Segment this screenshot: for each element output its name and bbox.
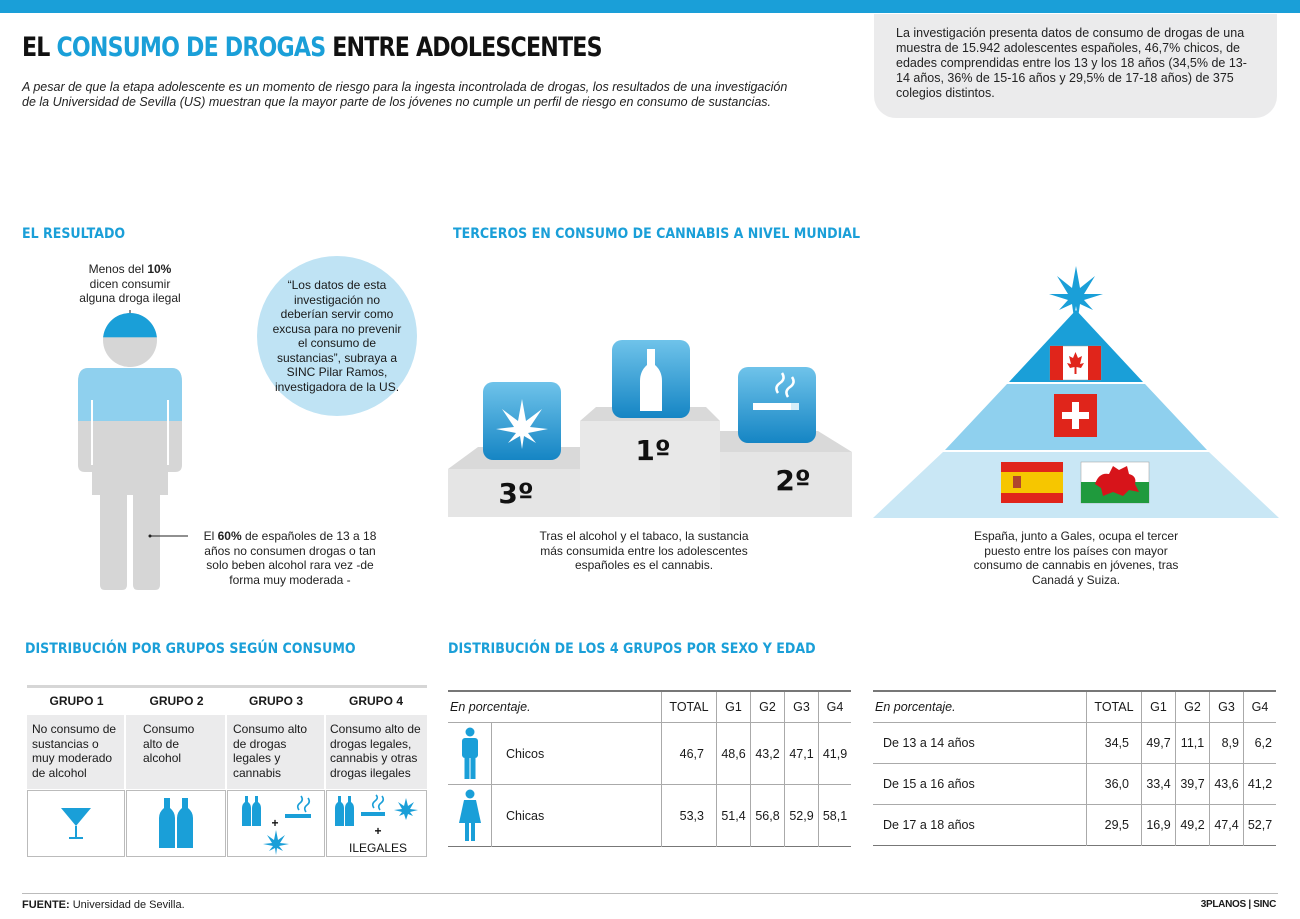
cell-total: 34,5 [1086, 723, 1141, 764]
person-shirt [78, 368, 182, 421]
cell-g3: 52,9 [784, 785, 818, 847]
group-2-desc: Consumo alto de alcohol [126, 715, 225, 789]
top-accent-bar [0, 0, 1300, 13]
illegal-drugs-label: ILEGALES [348, 841, 408, 855]
cell-g1: 33,4 [1141, 764, 1175, 805]
col-g2: G2 [750, 692, 784, 723]
podium-graphic [448, 335, 854, 520]
quote-text: “Los datos de esta investigación no deberían servir como excusa para no prevenir el consumo de sustancias”, subraya a SINC Pilar Ramos, investigadora de la US. [272, 278, 402, 394]
distribution-heading: DISTRIBUCIÓN DE LOS 4 GRUPOS POR SEXO Y EDAD [448, 641, 816, 657]
person-figure [70, 300, 190, 600]
cell-g1: 51,4 [716, 785, 750, 847]
group-1-name: GRUPO 1 [49, 694, 104, 708]
group-3-name: GRUPO 3 [248, 694, 303, 708]
table-row [873, 723, 1276, 764]
source-credit: FUENTE: Universidad de Sevilla. [22, 899, 185, 911]
cell-g3: 47,1 [784, 723, 818, 785]
switzerland-flag-icon [1054, 394, 1097, 437]
resultado-heading: EL RESULTADO [22, 226, 126, 242]
group-1-desc: No consumo de sustancias o muy moderado de alcohol [27, 715, 124, 789]
male-icon [448, 723, 492, 785]
group-4-plus: + [374, 824, 382, 838]
cell-g2: 11,1 [1175, 723, 1209, 764]
group-3-plus: + [271, 816, 279, 830]
cell-g2: 56,8 [750, 785, 784, 847]
third-place-label: 3º [498, 477, 534, 510]
pyramid-tier-bottom [873, 452, 1279, 518]
sex-table-header [448, 692, 851, 723]
col-total: TOTAL [661, 692, 716, 723]
cell-g4: 6,2 [1243, 723, 1276, 764]
cell-total: 53,3 [661, 785, 716, 847]
age-distribution-table [873, 690, 1276, 846]
cell-g3: 8,9 [1209, 723, 1243, 764]
age-table-header [873, 692, 1276, 723]
cell-g4: 58,1 [818, 785, 851, 847]
cell-total: 36,0 [1086, 764, 1141, 805]
cell-g2: 49,2 [1175, 805, 1209, 846]
table-row [448, 723, 851, 785]
row-label: Chicas [506, 808, 545, 823]
cell-g1: 49,7 [1141, 723, 1175, 764]
cell-g2: 43,2 [750, 723, 784, 785]
cell-g3: 47,4 [1209, 805, 1243, 846]
groups-heading: DISTRIBUCIÓN POR GRUPOS SEGÚN CONSUMO [25, 641, 356, 657]
brand-logo: 3PLANOS | SINC [1200, 899, 1276, 910]
pyramid-caption: España, junto a Gales, ocupa el tercer puesto entre los países con mayor consumo de cannabis en jóvenes, tras Canadá y Suiza. [973, 529, 1179, 587]
group-icons-row [27, 790, 427, 858]
cell-g4: 41,2 [1243, 764, 1276, 805]
col-g2: G2 [1175, 692, 1209, 723]
col-g1: G1 [1141, 692, 1175, 723]
group-3-desc: Consumo alto de drogas legales y cannabis [227, 715, 324, 789]
bottle-tile-icon [612, 340, 690, 418]
cell-total: 46,7 [661, 723, 716, 785]
cell-g4: 41,9 [818, 723, 851, 785]
cigarette-tile-icon [738, 367, 816, 443]
cell-total: 29,5 [1086, 805, 1141, 846]
head-illegal-share [100, 313, 160, 337]
group-2-name: GRUPO 2 [149, 694, 204, 708]
col-g1: G1 [716, 692, 750, 723]
page-subtitle: A pesar de que la etapa adolescente es un momento de riesgo para la ingesta incontrolada de drogas, los resultados de una investigación de la Universidad de Sevilla (US) muestran que la mayor parte de los jóvenes no cumple un perfil de riesgo en consumo de sustancias. [22, 80, 788, 109]
cannabis-tile-icon [483, 382, 561, 460]
cell-g2: 39,7 [1175, 764, 1209, 805]
second-place-label: 2º [775, 464, 811, 497]
col-total: TOTAL [1086, 692, 1141, 723]
row-label: De 17 a 18 años [883, 818, 975, 832]
study-info-box [874, 14, 1277, 118]
study-info-text: La investigación presenta datos de consumo de drogas de una muestra de 15.942 adolescentes españoles, 46,7% chicos, de edades comprendidas entre los 13 y los 18 años (34,5% de 13-14 años, 36% de 15-16 años y 29,5% de 17-18 años) de 375 colegios distintos. [896, 26, 1247, 100]
age-table-caption: En porcentaje. [875, 700, 956, 714]
country-pyramid [873, 262, 1279, 520]
groups-header-row [27, 694, 427, 714]
group-4-desc: Consumo alto de drogas legales, cannabis y otras drogas ilegales [326, 715, 427, 789]
row-label: De 13 a 14 años [883, 736, 975, 750]
row-label: De 15 a 16 años [883, 777, 975, 791]
cell-g4: 52,7 [1243, 805, 1276, 846]
table-row [873, 764, 1276, 805]
female-icon [448, 785, 492, 847]
first-place-label: 1º [635, 434, 671, 467]
illegal-drug-callout: Menos del 10% dicen consumir alguna droga ilegal [79, 262, 181, 305]
col-g4: G4 [818, 692, 851, 723]
footer-rule [22, 893, 1278, 894]
col-g4: G4 [1243, 692, 1276, 723]
canada-flag-icon [1050, 346, 1101, 380]
page-title: EL CONSUMO DE DROGAS ENTRE ADOLESCENTES [22, 32, 602, 63]
podium-caption: Tras el alcohol y el tabaco, la sustancia más consumida entre los adolescentes españoles es el cannabis. [539, 529, 749, 572]
wales-flag-icon [1081, 462, 1149, 503]
group-4-name: GRUPO 4 [348, 694, 403, 708]
sex-table-caption: En porcentaje. [450, 700, 531, 714]
cell-g1: 48,6 [716, 723, 750, 785]
cell-g3: 43,6 [1209, 764, 1243, 805]
col-g3: G3 [1209, 692, 1243, 723]
researcher-quote [257, 256, 417, 416]
table-row [873, 805, 1276, 846]
col-g3: G3 [784, 692, 818, 723]
row-label: Chicos [506, 746, 545, 761]
groups-top-rule [27, 685, 427, 688]
moderate-use-callout: El 60% de españoles de 13 a 18 años no consumen drogas o tan solo beben alcohol rara vez -de forma muy moderada - [203, 529, 377, 587]
cell-g1: 16,9 [1141, 805, 1175, 846]
spain-flag-icon [1001, 462, 1063, 503]
cannabis-ranking-heading: TERCEROS EN CONSUMO DE CANNABIS A NIVEL MUNDIAL [453, 226, 861, 242]
sex-distribution-table [448, 690, 851, 847]
table-row [448, 785, 851, 847]
